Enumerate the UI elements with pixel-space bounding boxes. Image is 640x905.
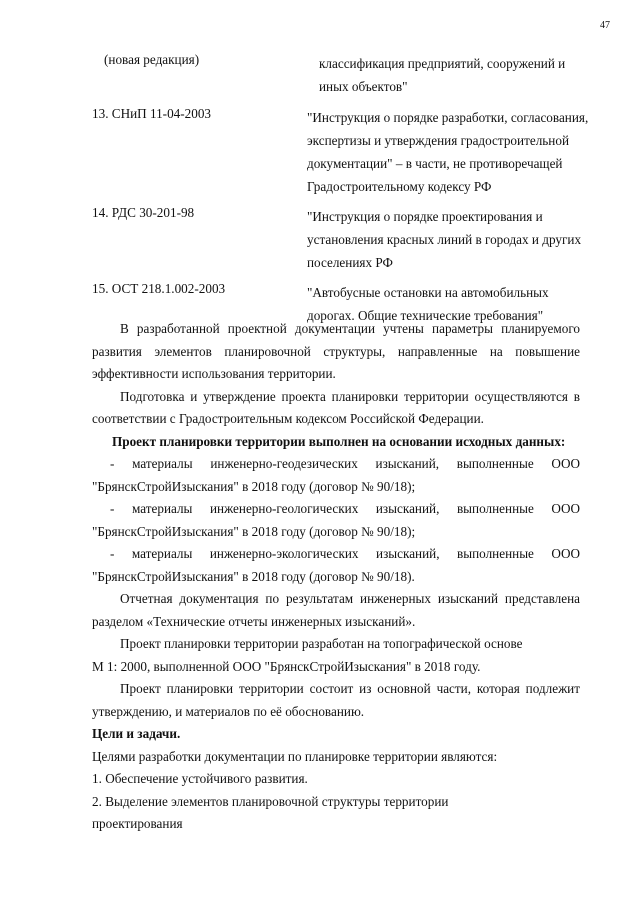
page-number: 47 (600, 20, 610, 31)
paragraph: В разработанной проектной документации учтены параметры планируемого развития элементов планировочной структуры, направленные на повышение эффективности использования территории. (92, 321, 580, 381)
reference-title: "Автобусные остановки на автомобильных дорогах. Общие технические требования" (307, 285, 549, 323)
paragraph: Проект планировки территории разработан на топографической основе (120, 636, 523, 651)
list-item: - материалы инженерно-геодезических изысканий, выполненные ООО "БрянскСтройИзыскания" в 2018 году (договор № 90/18); (92, 456, 580, 494)
paragraph: проектирования (92, 816, 183, 831)
list-item: - материалы инженерно-экологических изысканий, выполненные ООО "БрянскСтройИзыскания" в 2018 году (договор № 90/18). (92, 546, 580, 584)
list-item: 1. Обеспечение устойчивого развития. (92, 771, 308, 786)
reference-item (92, 205, 592, 274)
paragraph: Целями разработки документации по планировке территории являются: (92, 748, 498, 764)
list-item: - материалы инженерно-геологических изысканий, выполненные ООО "БрянскСтройИзыскания" в 2018 году (договор № 90/18); (92, 501, 580, 539)
section-heading: Проект планировки территории выполнен на основании исходных данных: (112, 433, 566, 449)
paragraph: Проект планировки территории состоит из основной части, которая подлежит утверждению, и материалов по её обоснованию. (92, 681, 580, 719)
reference-item (92, 106, 592, 198)
paragraph: Отчетная документация по результатам инженерных изысканий представлена разделом «Технические отчеты инженерных изысканий». (92, 591, 580, 629)
paragraph: М 1: 2000, выполненной ООО "БрянскСтройИзыскания" в 2018 году. (92, 658, 481, 674)
section-heading: Цели и задачи. (92, 726, 181, 741)
reference-code: 15. ОСТ 218.1.002-2003 (92, 281, 226, 296)
reference-code: (новая редакция) (104, 52, 200, 67)
reference-title: "Инструкция о порядке проектирования и установления красных линий в городах и других поселениях РФ (307, 209, 582, 270)
reference-code: 14. РДС 30-201-98 (92, 205, 195, 220)
reference-title: классификация предприятий, сооружений и иных объектов" (319, 56, 566, 94)
reference-list (92, 52, 592, 327)
document-body (92, 318, 580, 836)
paragraph: Подготовка и утверждение проекта планировки территории осуществляются в соответствии с Градостроительным кодексом Российской Федерации. (92, 388, 580, 426)
reference-item (92, 52, 592, 98)
reference-code: 13. СНиП 11-04-2003 (92, 106, 212, 121)
list-item: 2. Выделение элементов планировочной структуры территории (92, 793, 449, 809)
reference-title: "Инструкция о порядке разработки, согласования, экспертизы и утверждения градостроительной документации" – в части, не противоречащей Градостроительному кодексу РФ (307, 110, 589, 194)
